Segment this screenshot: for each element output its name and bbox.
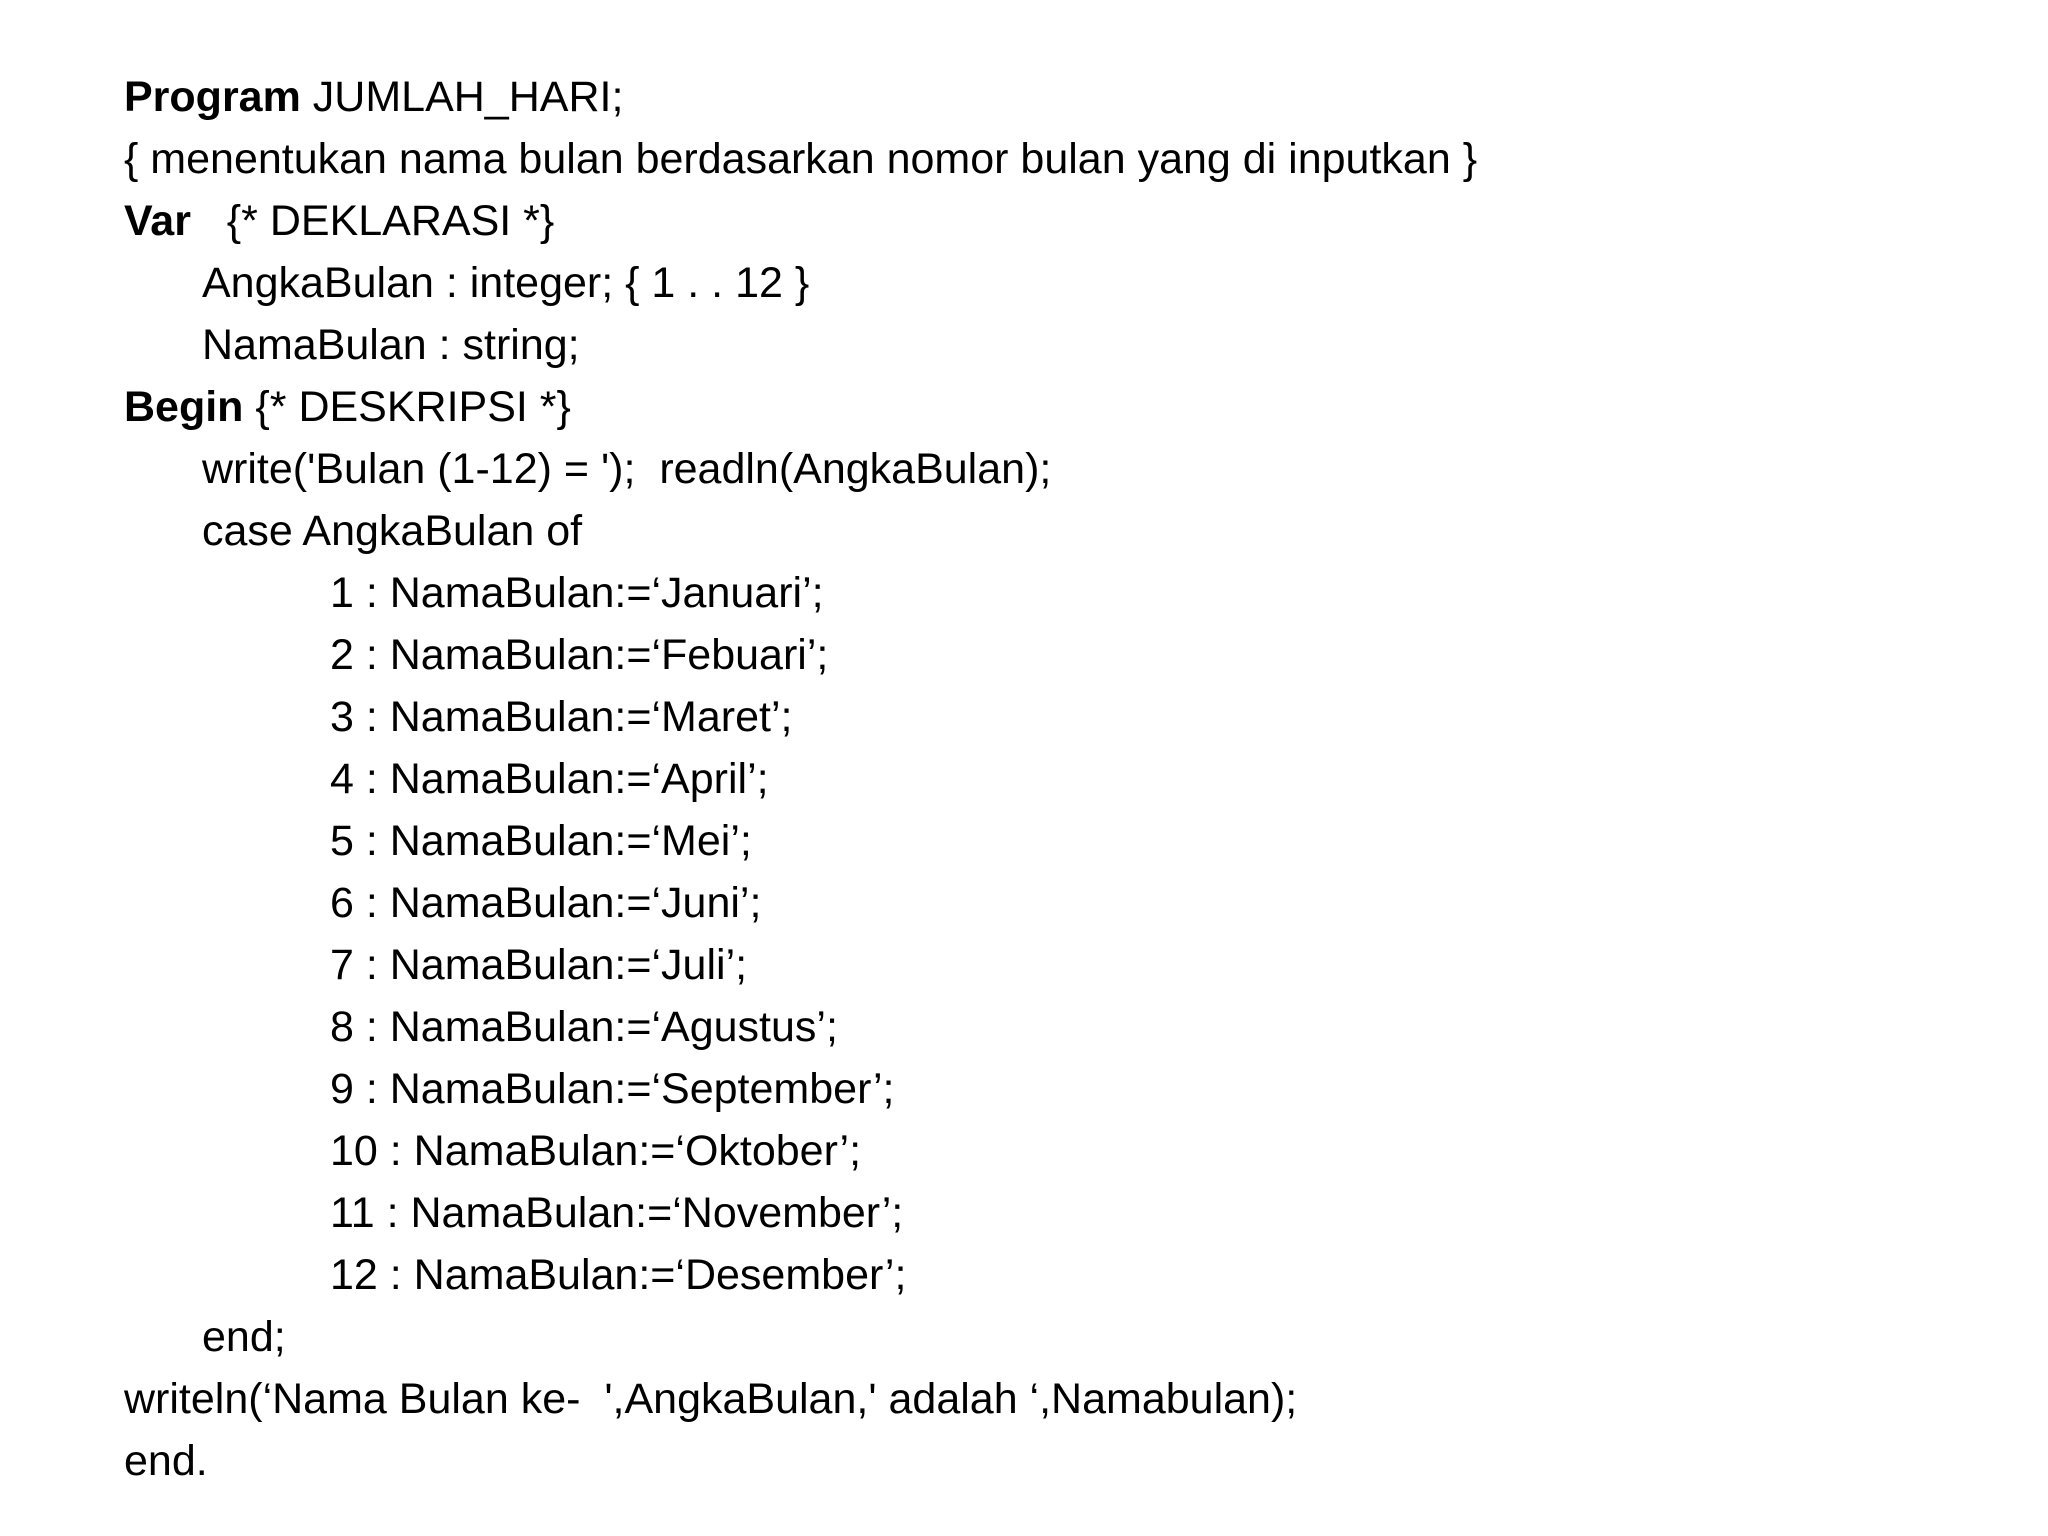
code-text: 11 : NamaBulan:=‘November’; bbox=[330, 1189, 904, 1237]
code-text: writeln(‘Nama Bulan ke- ',AngkaBulan,' adalah ‘,Namabulan); bbox=[124, 1375, 1298, 1423]
case-branch bbox=[124, 748, 1984, 810]
program-header-line bbox=[124, 66, 1984, 128]
code-text: 5 : NamaBulan:=‘Mei’; bbox=[330, 817, 752, 865]
code-text: 8 : NamaBulan:=‘Agustus’; bbox=[330, 1003, 838, 1051]
program-name: JUMLAH_HARI; bbox=[300, 73, 624, 121]
case-branch bbox=[124, 624, 1984, 686]
var-section-line bbox=[124, 190, 1984, 252]
code-text: NamaBulan : string; bbox=[202, 321, 580, 369]
var-keyword: Var bbox=[124, 197, 191, 245]
case-branch bbox=[124, 996, 1984, 1058]
case-branch bbox=[124, 1058, 1984, 1120]
code-text: 7 : NamaBulan:=‘Juli’; bbox=[330, 941, 748, 989]
case-end-statement bbox=[124, 1306, 1984, 1368]
case-branch bbox=[124, 1244, 1984, 1306]
write-readln-statement bbox=[124, 438, 1984, 500]
code-text: 9 : NamaBulan:=‘September’; bbox=[330, 1065, 895, 1113]
code-text: end; bbox=[202, 1313, 286, 1361]
case-branch bbox=[124, 810, 1984, 872]
code-text: 12 : NamaBulan:=‘Desember’; bbox=[330, 1251, 907, 1299]
case-branch bbox=[124, 1182, 1984, 1244]
code-text: 6 : NamaBulan:=‘Juni’; bbox=[330, 879, 762, 927]
program-end-statement bbox=[124, 1430, 1984, 1492]
case-branch bbox=[124, 686, 1984, 748]
code-text: end. bbox=[124, 1437, 208, 1485]
declaration-angkabulan bbox=[124, 252, 1984, 314]
case-branch bbox=[124, 562, 1984, 624]
begin-keyword: Begin bbox=[124, 383, 244, 431]
begin-section-line bbox=[124, 376, 1984, 438]
code-text: case AngkaBulan of bbox=[202, 507, 583, 555]
program-keyword: Program bbox=[124, 73, 301, 121]
case-statement bbox=[124, 500, 1984, 562]
program-comment-line bbox=[124, 128, 1984, 190]
case-branch bbox=[124, 934, 1984, 996]
writeln-statement bbox=[124, 1368, 1984, 1430]
pascal-program-listing bbox=[124, 66, 1984, 1492]
var-comment: {* DEKLARASI *} bbox=[190, 197, 555, 245]
case-branch bbox=[124, 872, 1984, 934]
code-text: 4 : NamaBulan:=‘April’; bbox=[330, 755, 769, 803]
code-text: AngkaBulan : integer; { 1 . . 12 } bbox=[202, 259, 810, 307]
case-branch bbox=[124, 1120, 1984, 1182]
code-text: 10 : NamaBulan:=‘Oktober’; bbox=[330, 1127, 862, 1175]
declaration-namabulan bbox=[124, 314, 1984, 376]
code-text: 2 : NamaBulan:=‘Febuari’; bbox=[330, 631, 829, 679]
code-text: 1 : NamaBulan:=‘Januari’; bbox=[330, 569, 824, 617]
code-text: write('Bulan (1-12) = '); readln(AngkaBulan); bbox=[202, 445, 1052, 493]
begin-comment: {* DESKRIPSI *} bbox=[243, 383, 571, 431]
code-text: 3 : NamaBulan:=‘Maret’; bbox=[330, 693, 793, 741]
program-comment: { menentukan nama bulan berdasarkan nomor bulan yang di inputkan } bbox=[124, 135, 1478, 183]
